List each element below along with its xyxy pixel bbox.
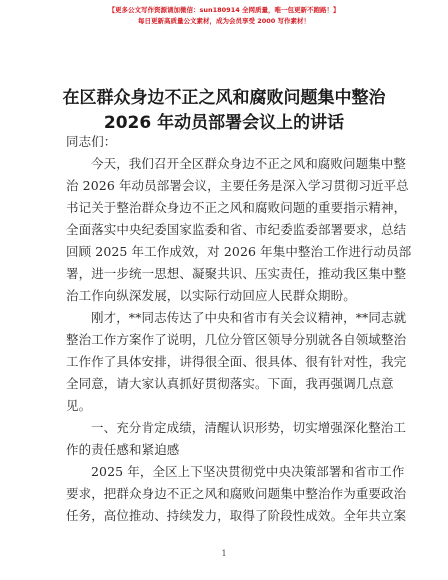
paragraph-line: 治 2026 年动员部署会议，主要任务是深入学习贯彻习近平总 xyxy=(66,178,409,193)
document-title: 2026 年动员部署会议上的讲话 xyxy=(103,113,345,133)
page-number: 1 xyxy=(221,549,227,558)
paragraph-achievements xyxy=(66,461,407,527)
promo-banner-line: 每日更新高质量公文素材，成为会员享受 2000 写作素材！ xyxy=(137,17,311,25)
paragraph-line: 治工作向纵深发展，以实际行动回应人民群众期盼。 xyxy=(66,288,356,303)
paragraph-line: 回顾 2025 年工作成效，对 2026 年集中整治工作进行动员部 xyxy=(66,244,412,259)
paragraph-line: 见。 xyxy=(66,398,92,413)
paragraph-line: 工作作了具体安排，讲得很全面、很具体、很有针对性，我完 xyxy=(66,354,407,369)
paragraph-line: 任务，高位推动、持续发力，取得了阶段性成效。全年共立案 xyxy=(66,508,407,523)
paragraph-line: 2025 年，全区上下坚决贯彻党中央决策部署和省市工作 xyxy=(91,464,405,479)
paragraph-line: 全同意，请大家认真抓好贯彻落实。下面，我再强调几点意 xyxy=(66,376,394,391)
paragraph-line: 刚才，**同志传达了中央和省市有关会议精神，**同志就 xyxy=(91,310,407,325)
section-heading-line: 一、充分肯定成绩，清醒认识形势，切实增强深化整治工 xyxy=(91,420,407,435)
paragraph-remarks xyxy=(66,307,407,417)
paragraph-opening xyxy=(66,153,412,307)
paragraph-line: 今天，我们召开全区群众身边不正之风和腐败问题集中整 xyxy=(91,156,407,171)
salutation: 同志们： xyxy=(66,134,117,149)
paragraph-line: 要求，把群众身边不正之风和腐败问题集中整治作为重要政治 xyxy=(66,486,407,501)
section-heading xyxy=(66,417,407,461)
salutation-block xyxy=(66,131,382,153)
document-title: 在区群众身边不正之风和腐败问题集中整治 xyxy=(62,88,386,108)
promo-banner-line: 【更多公文写作资源请加微信：sun180914 全网质量，唯一包更新不跑路！】 xyxy=(108,6,340,14)
section-heading-line: 作的责任感和紧迫感 xyxy=(66,442,180,457)
paragraph-line: 书记关于整治群众身边不正之风和腐败问题的重要指示精神， xyxy=(66,200,407,215)
paragraph-line: 全面落实中央纪委国家监委和省、市纪委监委部署要求，总结 xyxy=(66,222,407,237)
paragraph-line: 整治工作方案作了说明，几位分管区领导分别就各自领域整治 xyxy=(66,332,407,347)
paragraph-line: 署，进一步统一思想、凝聚共识、压实责任，推动我区集中整 xyxy=(66,266,407,281)
